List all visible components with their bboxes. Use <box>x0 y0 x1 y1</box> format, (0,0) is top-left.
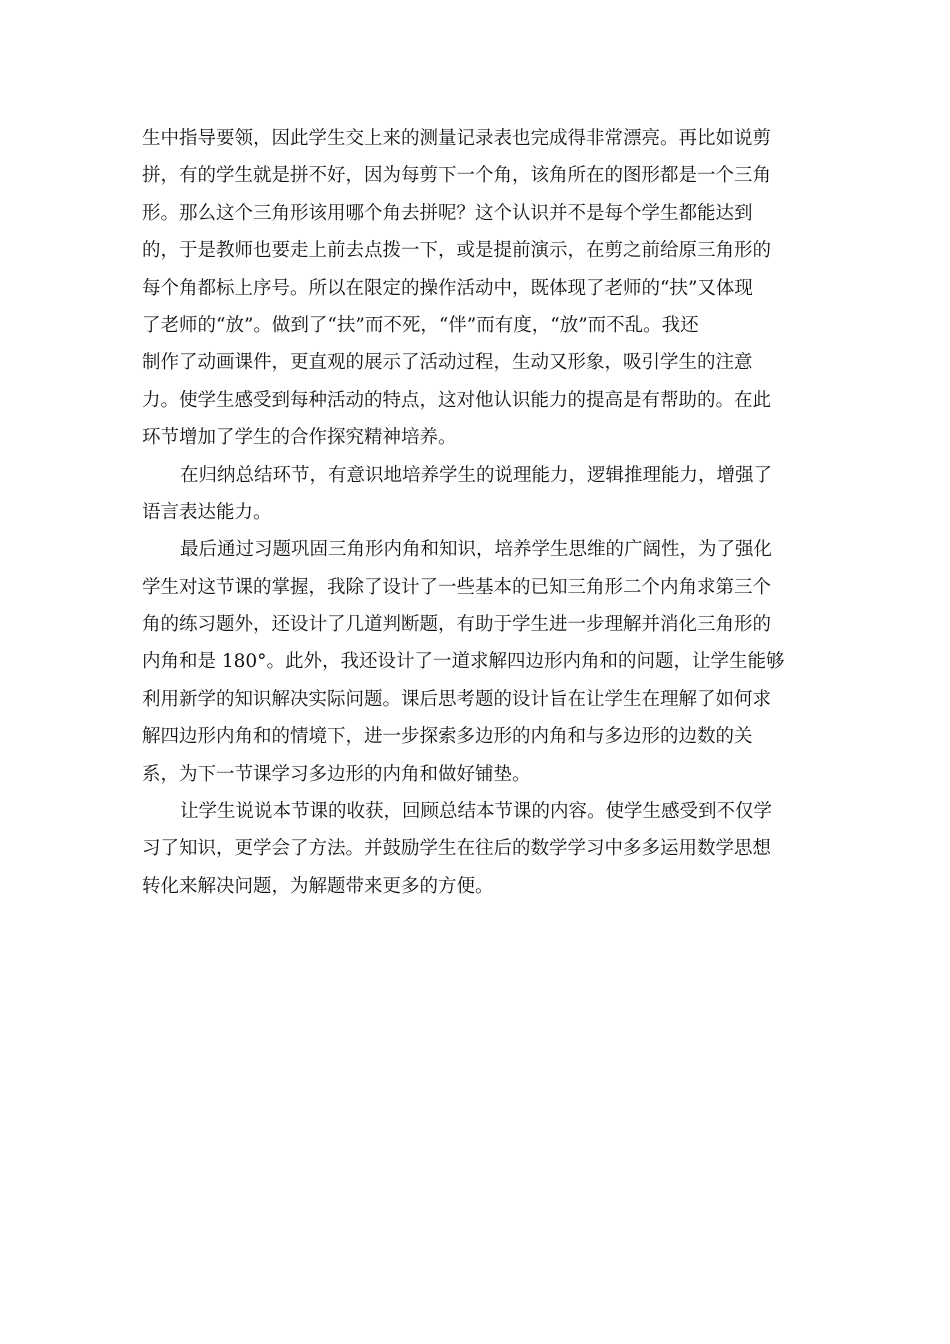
text-line: 转化来解决问题，为解题带来更多的方便。 <box>142 875 494 897</box>
text-line: 拼，有的学生就是拼不好，因为每剪下一个角，该角所在的图形都是一个三角 <box>142 165 772 187</box>
text-line: 力。使学生感受到每种活动的特点，这对他认识能力的提高是有帮助的。在此 <box>142 389 772 411</box>
text-line: 了老师的“放”。做到了“扶”而不死，“伴”而有度，“放”而不乱。我还 <box>142 314 699 336</box>
text-line: 学生对这节课的掌握，我除了设计了一些基本的已知三角形二个内角求第三个 <box>142 576 772 598</box>
paragraph-4 <box>142 793 802 905</box>
text-line: 最后通过习题巩固三角形内角和知识，培养学生思维的广阔性，为了强化 <box>180 539 773 561</box>
text-line: 环节增加了学生的合作探究精神培养。 <box>142 427 457 449</box>
text-line: 系，为下一节课学习多边形的内角和做好铺垫。 <box>142 763 531 785</box>
text-line: 形。那么这个三角形该用哪个角去拼呢？这个认识并不是每个学生都能达到 <box>142 202 753 224</box>
text-line: 利用新学的知识解决实际问题。课后思考题的设计旨在让学生在理解了如何求 <box>142 688 772 710</box>
text-line: 解四边形内角和的情境下，进一步探索多边形的内角和与多边形的边数的关 <box>142 726 753 748</box>
text-line: 每个角都标上序号。所以在限定的操作活动中，既体现了老师的“扶”又体现 <box>142 277 753 299</box>
document-body <box>142 120 802 905</box>
text-line: 角的练习题外，还设计了几道判断题，有助于学生进一步理解并消化三角形的 <box>142 614 772 636</box>
paragraph-2 <box>142 457 802 532</box>
text-line: 让学生说说本节课的收获，回顾总结本节课的内容。使学生感受到不仅学 <box>180 801 773 823</box>
paragraph-1 <box>142 120 802 457</box>
text-line: 习了知识，更学会了方法。并鼓励学生在往后的数学学习中多多运用数学思想 <box>142 838 772 860</box>
text-line: 在归纳总结环节，有意识地培养学生的说理能力，逻辑推理能力，增强了 <box>180 464 773 486</box>
paragraph-3 <box>142 531 802 793</box>
text-line: 内角和是 180°。此外，我还设计了一道求解四边形内角和的问题，让学生能够 <box>142 651 785 673</box>
text-line: 语言表达能力。 <box>142 501 272 523</box>
text-line: 生中指导要领，因此学生交上来的测量记录表也完成得非常漂亮。再比如说剪 <box>142 128 772 149</box>
text-line: 的，于是教师也要走上前去点拨一下，或是提前演示，在剪之前给原三角形的 <box>142 240 772 262</box>
text-line: 制作了动画课件，更直观的展示了活动过程，生动又形象，吸引学生的注意 <box>142 352 753 374</box>
